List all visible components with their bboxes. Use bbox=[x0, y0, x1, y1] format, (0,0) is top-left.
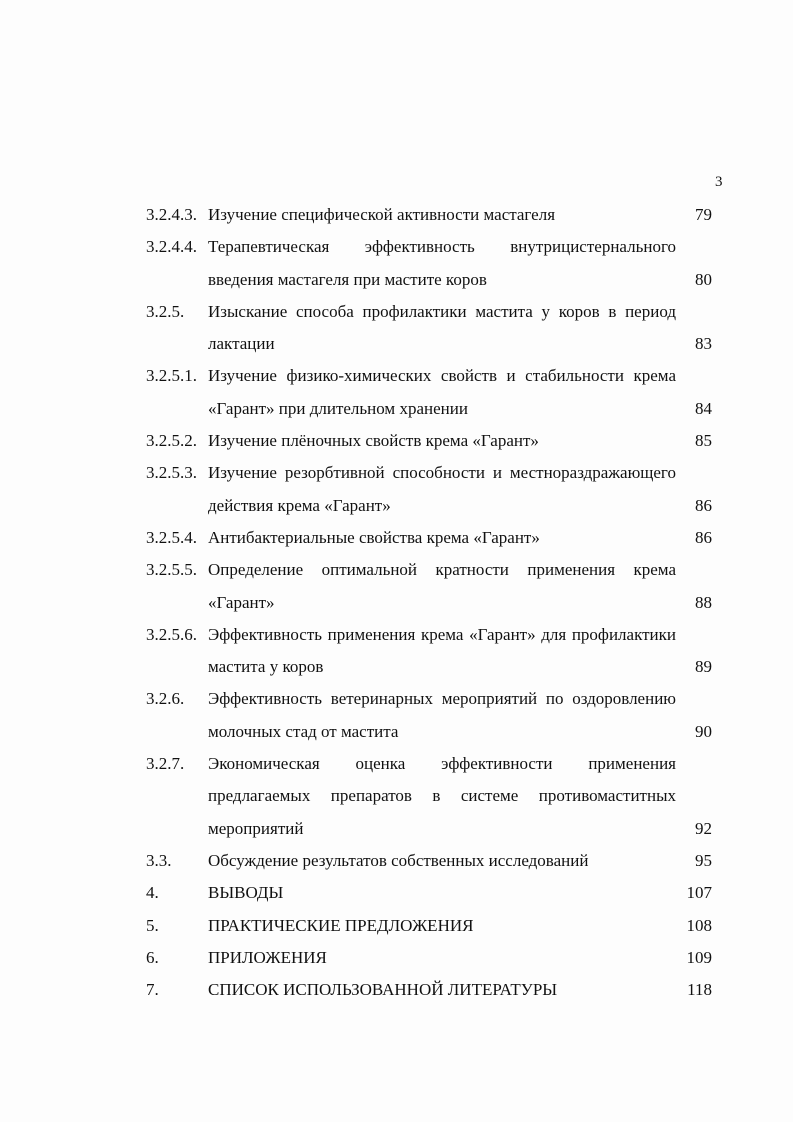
toc-entry-title: ПРАКТИЧЕСКИЕ ПРЕДЛОЖЕНИЯ bbox=[208, 915, 474, 935]
toc-entry-page: 108 bbox=[686, 915, 712, 935]
toc-entry-page: 107 bbox=[686, 883, 712, 903]
toc-entry-title: Изучение резорбтивной способности и местнораздражающего действия крема «Гарант» bbox=[208, 463, 676, 515]
toc-entry bbox=[146, 457, 722, 522]
toc-entry bbox=[146, 554, 722, 619]
toc-entry-title: Антибактериальные свойства крема «Гарант» bbox=[208, 527, 540, 547]
toc-entry-page: 86 bbox=[695, 527, 712, 547]
toc-entry-number: 3.2.5.6. bbox=[146, 624, 197, 644]
toc-entry bbox=[146, 522, 722, 554]
toc-entry bbox=[146, 296, 722, 361]
toc-entry-page: 80 bbox=[695, 269, 712, 289]
toc-entry-page: 83 bbox=[695, 334, 712, 354]
toc-entry-page: 109 bbox=[686, 947, 712, 967]
toc-entry-page: 84 bbox=[695, 398, 712, 418]
toc-entry-number: 3.2.5.2. bbox=[146, 431, 197, 451]
toc-entry-page: 92 bbox=[695, 818, 712, 838]
toc-entry bbox=[146, 199, 722, 231]
toc-entry-number: 5. bbox=[146, 915, 159, 935]
toc-entry-number: 3.2.4.4. bbox=[146, 237, 197, 257]
toc-entry-number: 3.2.5.1. bbox=[146, 366, 197, 386]
toc-entry-page: 95 bbox=[695, 850, 712, 870]
toc-entry-number: 3.2.5. bbox=[146, 301, 185, 321]
toc-entry bbox=[146, 683, 722, 748]
toc-entry-page: 85 bbox=[695, 431, 712, 451]
toc-entry bbox=[146, 619, 722, 684]
toc-entry-number: 4. bbox=[146, 883, 159, 903]
toc-entry-title: Изучение плёночных свойств крема «Гарант» bbox=[208, 431, 539, 451]
toc-entry bbox=[146, 942, 722, 974]
toc-entry bbox=[146, 425, 722, 457]
toc-entry bbox=[146, 910, 722, 942]
toc-entry-number: 3.2.5.3. bbox=[146, 463, 197, 483]
toc-entry-number: 3.2.7. bbox=[146, 754, 185, 774]
toc-entry-page: 89 bbox=[695, 657, 712, 677]
toc-entry-title: ПРИЛОЖЕНИЯ bbox=[208, 947, 327, 967]
toc-entry-page: 118 bbox=[687, 980, 712, 1000]
toc-entry bbox=[146, 845, 722, 877]
toc-entry bbox=[146, 877, 722, 909]
toc-entry-number: 7. bbox=[146, 980, 159, 1000]
toc-entry-page: 88 bbox=[695, 592, 712, 612]
toc-entry-number: 6. bbox=[146, 947, 159, 967]
toc-entry bbox=[146, 231, 722, 296]
toc-entry-number: 3.2.4.3. bbox=[146, 205, 197, 224]
toc-entry-title: Изучение специфической активности мастагеля bbox=[208, 205, 556, 224]
toc-entry-title: ВЫВОДЫ bbox=[208, 883, 284, 903]
toc-entry-title: Обсуждение результатов собственных исследований bbox=[208, 850, 589, 870]
toc-entry-title: Изыскание способа профилактики мастита у коров в период лактации bbox=[208, 301, 676, 354]
toc-entry-page: 90 bbox=[695, 721, 712, 741]
toc-entry-title: Терапевтическая эффективность внутрицистернального введения мастагеля при мастите коров bbox=[208, 237, 676, 289]
toc-entry-title: Изучение физико-химических свойств и стабильности крема «Гарант» при длительном хранении bbox=[208, 366, 676, 418]
toc-entry bbox=[146, 748, 722, 845]
toc-entry-number: 3.3. bbox=[146, 850, 172, 870]
toc-entry-page: 79 bbox=[695, 205, 712, 224]
toc-entry-title: Эффективность применения крема «Гарант» для профилактики мастита у коров bbox=[208, 624, 676, 677]
table-of-contents bbox=[146, 199, 722, 1006]
toc-entry-number: 3.2.5.5. bbox=[146, 560, 197, 580]
toc-entry-title: СПИСОК ИСПОЛЬЗОВАННОЙ ЛИТЕРАТУРЫ bbox=[208, 980, 558, 1000]
toc-entry-title: Эффективность ветеринарных мероприятий по оздоровлению молочных стад от мастита bbox=[208, 689, 676, 741]
toc-entry-number: 3.2.5.4. bbox=[146, 527, 197, 547]
toc-entry-page: 86 bbox=[695, 495, 712, 515]
toc-entry-number: 3.2.6. bbox=[146, 689, 185, 709]
toc-entry-title: Экономическая оценка эффективности применения предлагаемых препаратов в системе противомаститных мероприятий bbox=[208, 754, 676, 838]
toc-entry bbox=[146, 360, 722, 425]
toc-entry-title: Определение оптимальной кратности применения крема «Гарант» bbox=[208, 560, 676, 612]
page-number: 3 bbox=[715, 174, 723, 190]
toc-entry bbox=[146, 974, 722, 1006]
